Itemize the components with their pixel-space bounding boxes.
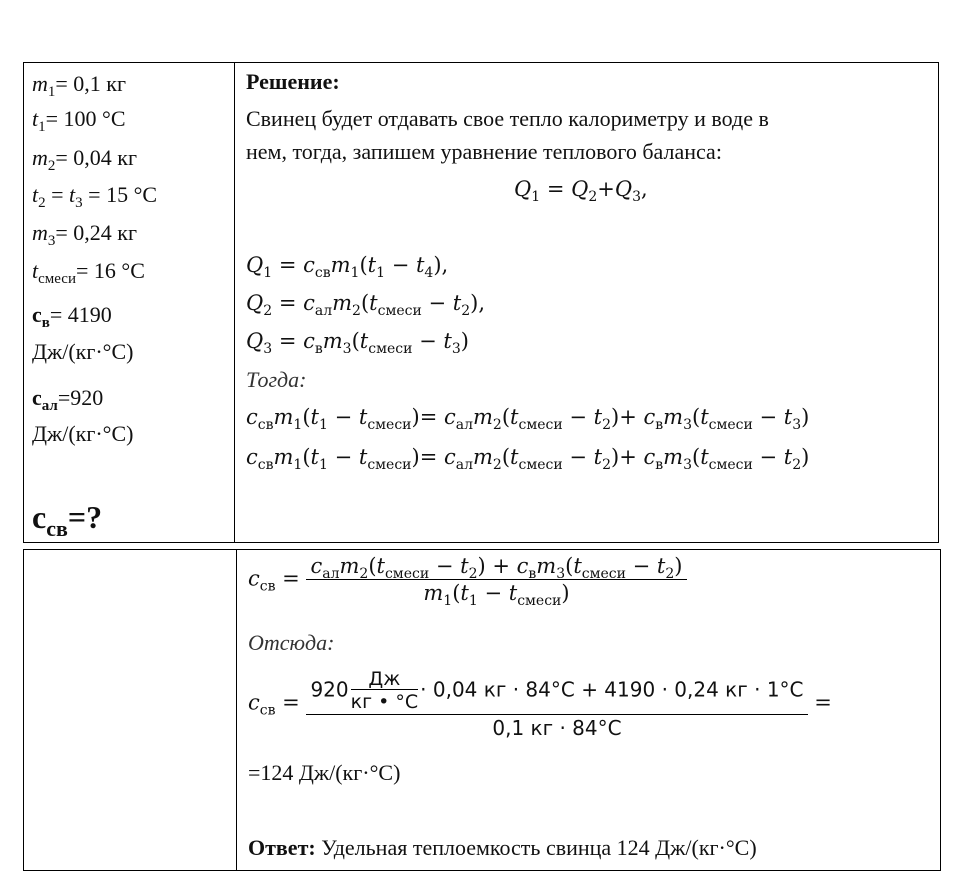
solution-table-top [23,62,939,543]
given-m3: $m_3= 0,24$ кг [32,220,138,249]
equation-q3: $Q_3 = c_вm_3(t_{смеси} - t_3)$ [246,329,469,357]
hence-label: Отсюда: [248,630,335,655]
balance-expanded-2: $c_{св}m_1(t_1 - t_{смеси})= c_{ал}m_2(t_{смеси} - t_2)+ c_вm_3(t_{смеси} - t_2)$ [246,445,810,473]
given-c-water: $с_в= 4190$ [32,302,112,331]
lead-formula: $c_{св}$ = $\frac{c_{ал}m_2(t_{смеси} - t_2) + c_вm_3(t_{смеси} - t_2)}{m_1(t_1 - t_{смеси})}$ [248,556,687,604]
given-t-mix: $t_{смеси}= 16$ °C [32,258,145,287]
given-c-al: $с_{ал}=920$ [32,385,104,414]
answer: Ответ: Удельная теплоемкость свинца 124 Дж/(кг·°С) [248,835,757,860]
given-m2: $m_2= 0,04$ кг [32,145,138,174]
given-t2-t3: $t_2 = t_3 = 15$ °C [32,182,158,211]
given-c-water-unit: Дж/(кг·°С) [32,339,134,364]
solution-table-bottom [23,549,941,871]
result-line: =124 Дж/(кг·°С) [248,760,401,785]
then-label: Тогда: [246,367,307,392]
numeric-calculation: $c_{св}$ = 920 $\frac{Дж}{кг • ^\circ С}$ · 0,04 кг · 84°С + 4190 · 0,24 кг · 1°С 0,1 кг · 84°С = [248,668,832,740]
solution-text-line1: Свинец будет отдавать свое тепло калориметру и воде в [246,106,769,131]
given-c-al-unit: Дж/(кг·°С) [32,421,134,446]
balance-equation: $Q_1 = Q_2+Q_3$, [514,177,648,205]
column-divider [234,63,235,542]
solution-text-line2: нем, тогда, запишем уравнение теплового баланса: [246,139,722,164]
equation-q1: $Q_1 = c_{св}m_1(t_1 - t_4)$, [246,253,449,281]
given-t1: $t_1= 100$ °C [32,106,126,135]
solution-heading: Решение: [246,69,340,94]
balance-expanded-1: $c_{св}m_1(t_1 - t_{смеси})= c_{ал}m_2(t_{смеси} - t_2)+ c_вm_3(t_{смеси} - t_3)$ [246,405,810,433]
column-divider [236,550,237,870]
find-c-lead: $с_{св}=$? [32,499,103,541]
equation-q2: $Q_2 = c_{ал}m_2(t_{смеси} - t_2)$, [246,291,485,319]
given-m1: $m_1= 0,1$ кг [32,71,127,100]
